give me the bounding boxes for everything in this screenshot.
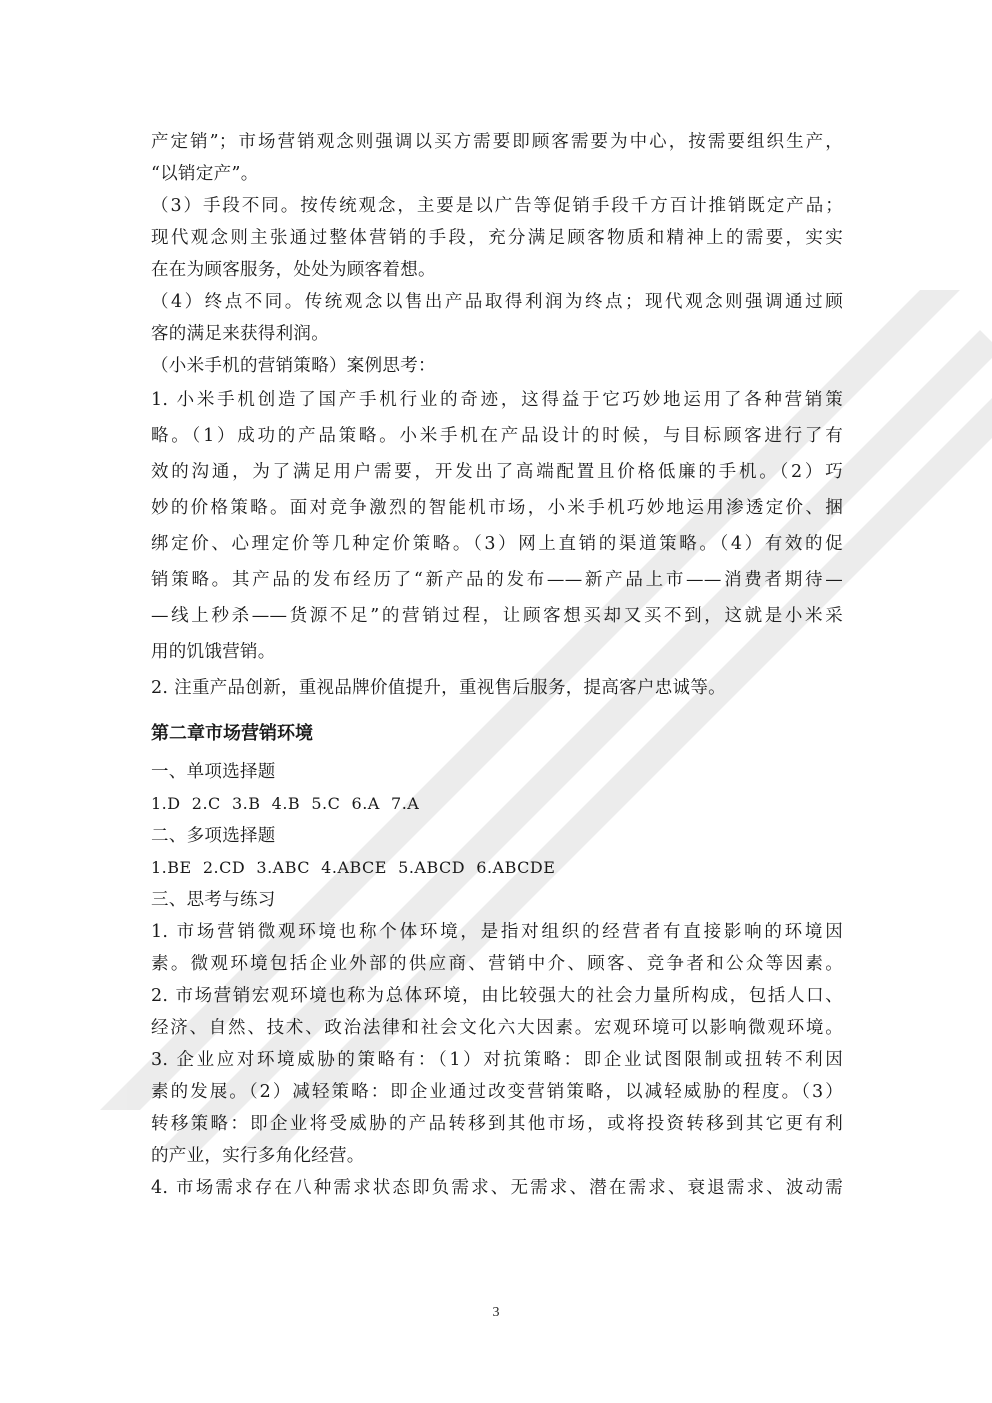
- text-line: （4）终点不同。传统观念以售出产品取得利润为终点；现代观念则强调通过顾: [151, 292, 843, 312]
- chapter-title: 第二章市场营销环境: [151, 723, 313, 744]
- section-title: 三、思考与练习: [151, 890, 276, 910]
- text-line: 4. 市场需求存在八种需求状态即负需求、无需求、潜在需求、衰退需求、波动需: [151, 1178, 843, 1198]
- text-line: 效的沟通，为了满足用户需要，开发出了高端配置且价格低廉的手机。（2）巧: [151, 462, 843, 482]
- text-line: 3. 企业应对环境威胁的策略有：（1）对抗策略：即企业试图限制或扭转不利因: [151, 1050, 843, 1070]
- text-line: 在在为顾客服务，处处为顾客着想。: [151, 260, 436, 280]
- case-study-answers: [151, 382, 843, 706]
- text-line: 销策略。其产品的发布经历了“新产品的发布——新产品上市——消费者期待—: [151, 570, 843, 590]
- multiple-choice-answers: 1.BE 2.CD 3.ABC 4.ABCE 5.ABCD 6.ABCDE: [151, 858, 556, 877]
- text-line: 略。（1）成功的产品策略。小米手机在产品设计的时候，与目标顾客进行了有: [151, 426, 843, 446]
- text-line: 绑定价、心理定价等几种定价策略。（3）网上直销的渠道策略。（4）有效的促: [151, 534, 843, 554]
- text-line: 现代观念则主张通过整体营销的手段，充分满足顾客物质和精神上的需要，实实: [151, 228, 843, 248]
- exercise-answers: [151, 916, 843, 1204]
- text-line: 妙的价格策略。面对竞争激烈的智能机市场，小米手机巧妙地运用渗透定价、捆: [151, 498, 843, 518]
- page-content: [151, 126, 843, 1204]
- text-line: （3）手段不同。按传统观念，主要是以广告等促销手段千方百计推销既定产品；: [151, 196, 843, 216]
- text-line: 2. 市场营销宏观环境也称为总体环境，由比较强大的社会力量所构成，包括人口、: [151, 986, 843, 1006]
- section-title: 一、单项选择题: [151, 762, 276, 782]
- text-line: 的产业，实行多角化经营。: [151, 1146, 365, 1166]
- text-line: 1. 市场营销微观环境也称个体环境，是指对组织的经营者有直接影响的环境因: [151, 922, 843, 942]
- text-line: （小米手机的营销策略）案例思考：: [151, 356, 436, 376]
- text-line: “以销定产”。: [151, 164, 259, 184]
- text-line: —线上秒杀——货源不足”的营销过程，让顾客想买却又买不到，这就是小米采: [151, 606, 843, 626]
- text-line: 客的满足来获得利润。: [151, 324, 329, 344]
- page-number: 3: [492, 1305, 500, 1320]
- single-choice-answers: 1.D 2.C 3.B 4.B 5.C 6.A 7.A: [151, 794, 420, 813]
- text-line: 素的发展。（2）减轻策略：即企业通过改变营销策略，以减轻威胁的程度。（3）: [151, 1082, 843, 1102]
- section-title: 二、多项选择题: [151, 826, 276, 846]
- text-line: 1. 小米手机创造了国产手机行业的奇迹，这得益于它巧妙地运用了各种营销策: [151, 390, 843, 410]
- text-line: 用的饥饿营销。: [151, 642, 276, 662]
- text-line: 素。微观环境包括企业外部的供应商、营销中介、顾客、竞争者和公众等因素。: [151, 954, 843, 974]
- text-line: 经济、自然、技术、政治法律和社会文化六大因素。宏观环境可以影响微观环境。: [151, 1018, 843, 1038]
- text-line: 2. 注重产品创新，重视品牌价值提升，重视售后服务，提高客户忠诚等。: [151, 678, 726, 698]
- text-line: 转移策略：即企业将受威胁的产品转移到其他市场，或将投资转移到其它更有利: [151, 1114, 843, 1134]
- text-line: 产定销”；市场营销观念则强调以买方需要即顾客需要为中心，按需要组织生产，: [151, 132, 843, 152]
- top-text-block: [151, 126, 843, 382]
